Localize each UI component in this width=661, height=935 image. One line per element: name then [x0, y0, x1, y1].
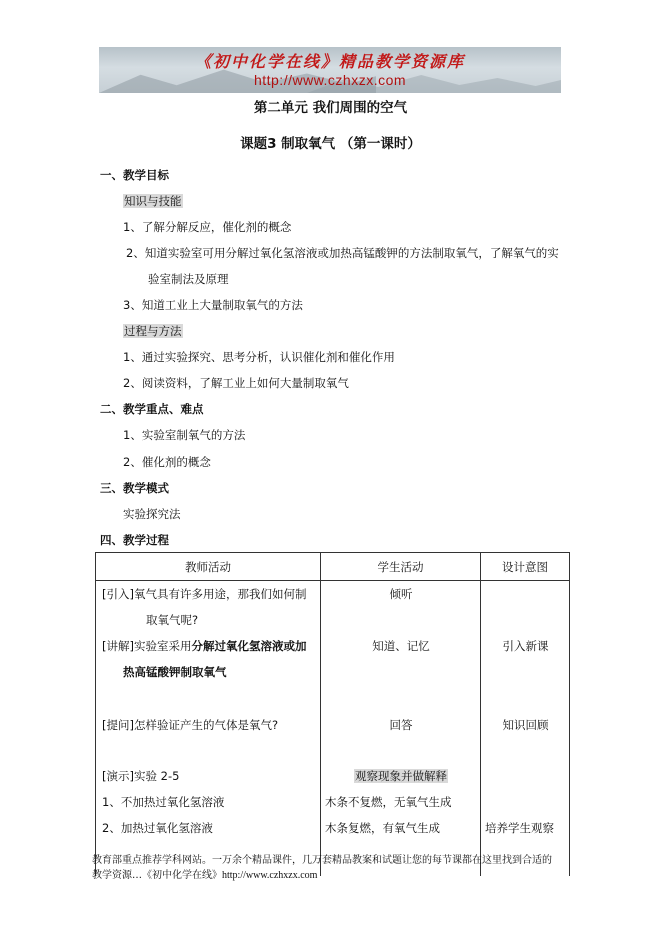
- teacher-activity-cell: [96, 581, 321, 876]
- key-point-item: 1、实验室制氧气的方法: [123, 428, 246, 442]
- intent-review: 知识回顾: [502, 718, 549, 732]
- goal-item-continued: 验室制法及原理: [148, 272, 229, 286]
- teacher-intro: [引入]氧气具有许多用途，那我们如何制: [102, 587, 307, 601]
- footer-line: 教育部重点推荐学科网站。一万余个精品课件，几万套精品教案和试题让您的每节课都在这里找到合适的: [92, 855, 552, 866]
- student-result: 木条不复燃，无氧气生成: [325, 795, 452, 809]
- section-heading-key-points: 二、教学重点、难点: [100, 402, 204, 416]
- student-activity-cell: [321, 581, 481, 876]
- footer-url[interactable]: http://www.czhxzx.com: [222, 870, 318, 881]
- topic-title: 课题3 制取氧气 （第一课时）: [240, 136, 421, 152]
- student-listen: 倾听: [389, 587, 413, 601]
- teacher-demo-step: 1、不加热过氧化氢溶液: [102, 795, 225, 809]
- section-heading-mode: 三、教学模式: [100, 481, 169, 495]
- teacher-question: [提问]怎样验证产生的气体是氧气?: [102, 718, 279, 732]
- key-point-item: 2、催化剂的概念: [123, 455, 211, 469]
- intent-observe: 培养学生观察: [485, 821, 554, 835]
- teacher-lecture: [讲解]实验室采用分解过氧化氢溶液或加: [102, 639, 307, 653]
- process-item: 2、阅读资料，了解工业上如何大量制取氧气: [123, 376, 349, 390]
- student-answer: 回答: [389, 718, 413, 732]
- process-method-label: 过程与方法: [124, 324, 182, 338]
- design-intent-cell: [481, 581, 570, 876]
- section-heading-goals: 一、教学目标: [100, 168, 169, 182]
- student-result: 木条复燃，有氧气生成: [325, 821, 440, 835]
- teaching-process-table: [95, 552, 570, 876]
- student-observe: 观察现象并做解释: [355, 769, 447, 783]
- header-banner: [99, 47, 561, 93]
- teacher-intro-continued: 取氧气呢?: [146, 613, 199, 627]
- teacher-lecture-continued: 热高锰酸钾制取氧气: [123, 665, 227, 679]
- teaching-mode-value: 实验探究法: [123, 507, 181, 521]
- student-know: 知道、记忆: [372, 639, 430, 653]
- table-header-student: 学生活动: [321, 553, 481, 581]
- table-header-teacher: 教师活动: [96, 553, 321, 581]
- intent-new-lesson: 引入新课: [502, 639, 549, 653]
- section-heading-process: 四、教学过程: [100, 533, 169, 547]
- goal-item: 1、了解分解反应，催化剂的概念: [123, 220, 292, 234]
- knowledge-skills-label: 知识与技能: [124, 194, 182, 208]
- unit-title: 第二单元 我们周围的空气: [253, 100, 408, 116]
- goal-item: 3、知道工业上大量制取氧气的方法: [123, 298, 303, 312]
- process-item: 1、通过实验探究、思考分析，认识催化剂和催化作用: [123, 350, 395, 364]
- teacher-demo: [演示]实验 2-5: [102, 769, 180, 783]
- banner-url[interactable]: http://www.czhxzx.com: [253, 72, 407, 88]
- footer-line: 教学资源…《初中化学在线》http://www.czhxzx.com: [92, 870, 318, 881]
- teacher-demo-step: 2、加热过氧化氢溶液: [102, 821, 213, 835]
- goal-item: 2、知道实验室可用分解过氧化氢溶液或加热高锰酸钾的方法制取氧气，了解氧气的实: [126, 246, 559, 260]
- banner-title: 《初中化学在线》精品教学资源库: [194, 52, 465, 71]
- page-footer: [92, 853, 572, 883]
- table-header-intent: 设计意图: [481, 553, 570, 581]
